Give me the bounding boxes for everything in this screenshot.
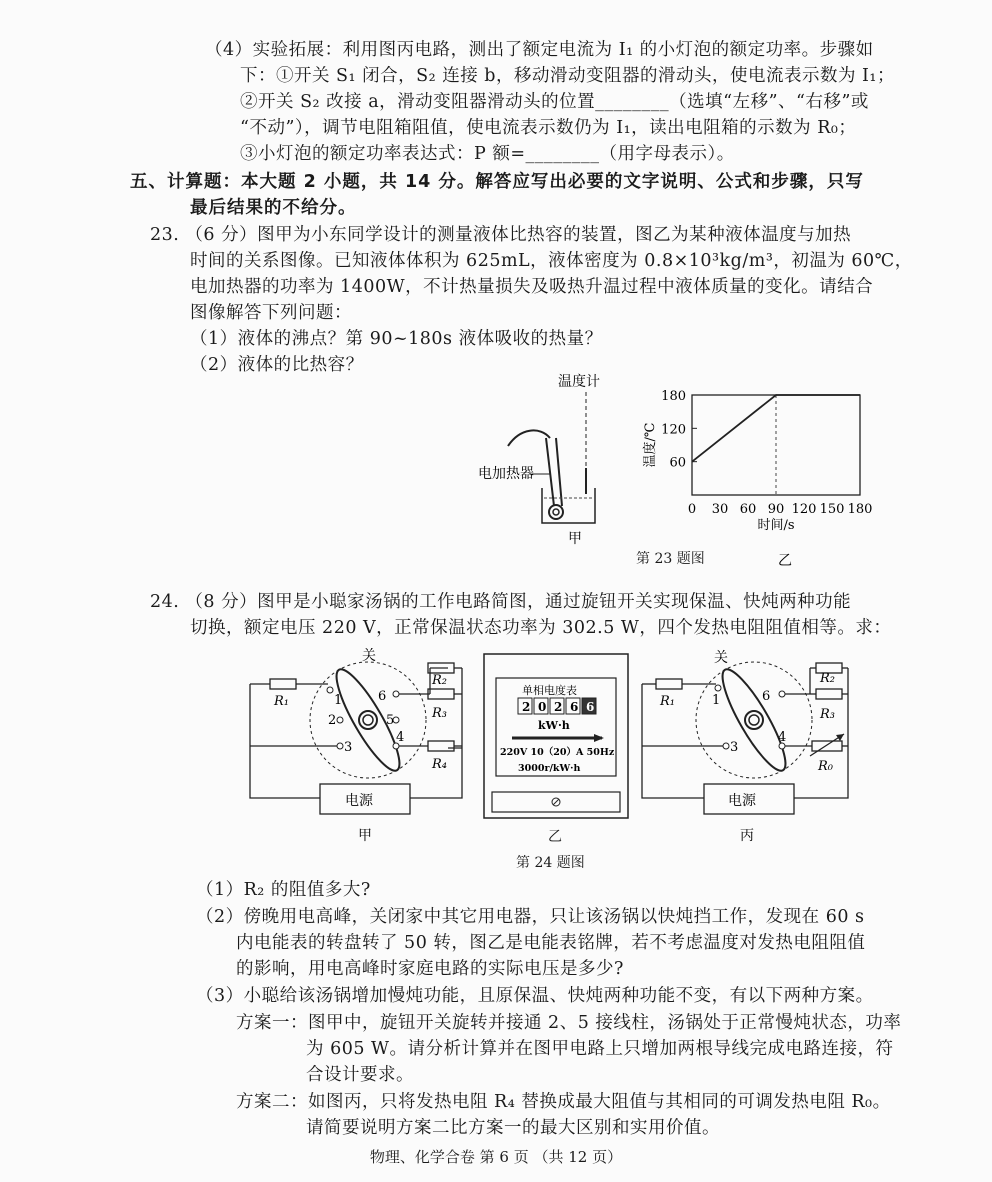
plan1-line-2: 为 605 W。请分析计算并在图甲电路上只增加两根导线完成电路连接，符 bbox=[306, 1039, 894, 1059]
fig24-bing-label: 丙 bbox=[740, 828, 754, 844]
fig24-jia-r4: R₄ bbox=[432, 757, 447, 772]
fig24-jia-r2: R₂ bbox=[432, 673, 447, 688]
meter-digit: 6 bbox=[570, 700, 579, 714]
fig24-caption: 第 24 题图 bbox=[516, 855, 585, 871]
chart-y-tick-label: 180 bbox=[661, 389, 686, 404]
q24-line-1: 24. （8 分）图甲是小聪家汤锅的工作电路简图，通过旋钮开关实现保温、快炖两种功能 bbox=[150, 592, 852, 612]
fig24-jia-r1: R₁ bbox=[274, 694, 289, 709]
fig24-bing-r2: R₂ bbox=[820, 671, 835, 686]
q22-line-5: ③小灯泡的额定功率表达式：P 额=________（用字母表示）。 bbox=[240, 144, 735, 164]
fig24-jia-t4: 4 bbox=[396, 730, 405, 745]
q23-line-2: 时间的关系图像。已知液体体积为 625mL，液体密度为 0.8×10³kg/m³，初温为 60℃， bbox=[190, 251, 913, 271]
fig23-apparatus bbox=[470, 368, 640, 548]
meter-digit: 6 bbox=[586, 700, 595, 714]
fig24-circuit-bing bbox=[632, 648, 862, 848]
fig24-jia-t1: 1 bbox=[334, 693, 343, 708]
q23-part-1: （1）液体的沸点？第 90~180s 液体吸收的热量？ bbox=[190, 329, 603, 349]
chart-y-tick-label: 60 bbox=[669, 455, 686, 471]
fig24-bing-t3: 3 bbox=[730, 740, 739, 755]
fig24-bing-t6: 6 bbox=[762, 689, 771, 704]
fig23-jia: 甲 bbox=[568, 531, 582, 547]
fig24-jia-t3: 3 bbox=[344, 740, 353, 755]
chart-x-tick-label: 30 bbox=[711, 502, 729, 517]
chart-xlabel: 时间/s bbox=[757, 518, 795, 533]
fig24-bing-t1: 1 bbox=[712, 693, 721, 708]
meter-title: 单相电度表 bbox=[522, 684, 577, 697]
chart-x-tick-label: 0 bbox=[687, 502, 697, 517]
q24-part-1: （1）R₂ 的阻值多大? bbox=[196, 880, 371, 900]
q23-line-3: 电加热器的功率为 1400W，不计热量损失及吸热升温过程中液体质量的变化。请结合 bbox=[190, 277, 874, 297]
plan2-line-2: 请简要说明方案二比方案一的最大区别和实用价值。 bbox=[306, 1118, 720, 1138]
chart-x-tick-label: 60 bbox=[739, 502, 757, 517]
fig24-jia-r3: R₃ bbox=[432, 706, 447, 721]
chart-y-tick-label: 120 bbox=[661, 422, 686, 438]
q24-line-2: 切换，额定电压 220 V，正常保温状态功率为 302.5 W，四个发热电阻阻值相等。求： bbox=[190, 618, 892, 638]
fig24-jia-label: 甲 bbox=[358, 828, 372, 844]
plan1-line-1: 方案一：图甲中，旋钮开关旋转并接通 2、5 接线柱，汤锅处于正常慢炖状态，功率 bbox=[236, 1013, 902, 1033]
q24-part-2-line-3: 的影响，用电高峰时家庭电路的实际电压是多少? bbox=[236, 959, 624, 979]
chart-x-tick-label: 90 bbox=[767, 502, 785, 517]
fig24-jia-source: 电源 bbox=[345, 793, 373, 809]
q22-line-4: “不动”），调节电阻箱阻值，使电流表示数仍为 I₁，读出电阻箱的示数为 R₀； bbox=[240, 118, 857, 138]
q24-part-2-line-2: 内电能表的转盘转了 50 转，图乙是电能表铭牌，若不考虑温度对发热电阻阻值 bbox=[236, 933, 866, 953]
fig24-jia-t2: 2 bbox=[328, 713, 337, 728]
heater-label: 电加热器 bbox=[478, 466, 534, 482]
fig24-jia-t5: 5 bbox=[386, 713, 395, 728]
q23-line-1: 23. （6 分）图甲为小东同学设计的测量液体比热容的装置，图乙为某种液体温度与加热 bbox=[150, 225, 852, 245]
fig23-chart bbox=[640, 385, 880, 570]
meter-unit: kW·h bbox=[538, 719, 570, 732]
fig24-jia-t6: 6 bbox=[378, 689, 387, 704]
fig24-bing-off: 关 bbox=[714, 650, 728, 666]
meter-digit: 0 bbox=[538, 700, 547, 714]
fig24-bing-r0: R₀ bbox=[818, 759, 833, 774]
fig24-jia-off: 关 bbox=[362, 648, 376, 664]
q24-part-3: （3）小聪给该汤锅增加慢炖功能，且原保温、快炖两种功能不变，有以下两种方案。 bbox=[196, 986, 874, 1006]
q23-line-4: 图像解答下列问题： bbox=[190, 303, 352, 323]
chart-x-tick-label: 180 bbox=[847, 502, 873, 517]
q24-part-2-line-1: （2）傍晚用电高峰，关闭家中其它用电器，只让该汤锅以快炖挡工作，发现在 60 s bbox=[196, 907, 865, 927]
fig24-bing-source: 电源 bbox=[728, 793, 756, 809]
fig24-yi-label: 乙 bbox=[548, 829, 562, 845]
meter-digits bbox=[518, 698, 596, 714]
plan2-line-1: 方案二：如图丙，只将发热电阻 R₄ 替换成最大阻值与其相同的可调发热电阻 R₀。 bbox=[236, 1092, 891, 1112]
fig23-caption: 第 23 题图 bbox=[636, 551, 705, 567]
thermometer-label: 温度计 bbox=[558, 374, 600, 390]
q22-line-2: 下：①开关 S₁ 闭合，S₂ 连接 b，移动滑动变阻器的滑动头，使电流表示数为 I₁； bbox=[240, 66, 895, 86]
meter-rev: 3000r/kW·h bbox=[518, 763, 581, 774]
chart-x-tick-label: 120 bbox=[791, 502, 817, 517]
meter-spec: 220V 10（20）A 50Hz bbox=[500, 747, 615, 758]
section-heading-line-1: 五、计算题：本大题 2 小题，共 14 分。解答应写出必要的文字说明、公式和步骤，只写 bbox=[130, 172, 864, 192]
fig24-circuit-jia bbox=[240, 648, 470, 848]
fig24-meter bbox=[482, 652, 630, 820]
meter-digit: 2 bbox=[554, 700, 563, 714]
chart-x-tick-label: 150 bbox=[819, 502, 845, 517]
fig24-bing-r3: R₃ bbox=[820, 707, 835, 722]
q22-line-1: （4）实验拓展：利用图丙电路，测出了额定电流为 I₁ 的小灯泡的额定功率。步骤如 bbox=[205, 40, 874, 60]
fig24-bing-r1: R₁ bbox=[660, 694, 675, 709]
fig24-bing-t4: 4 bbox=[778, 730, 787, 745]
meter-digit: 2 bbox=[522, 700, 531, 714]
fig23-yi: 乙 bbox=[778, 553, 792, 569]
section-heading-line-2: 最后结果的不给分。 bbox=[190, 198, 357, 218]
chart-ylabel: 温度/℃ bbox=[643, 422, 658, 468]
page-footer: 物理、化学合卷 第 6 页 （共 12 页） bbox=[369, 1148, 623, 1166]
q23-part-2: （2）液体的比热容？ bbox=[190, 355, 364, 375]
plan1-line-3: 合设计要求。 bbox=[306, 1065, 414, 1085]
q22-line-3: ②开关 S₂ 改接 a，滑动变阻器滑动头的位置________（选填“左移”、“右移”或 bbox=[240, 92, 869, 112]
